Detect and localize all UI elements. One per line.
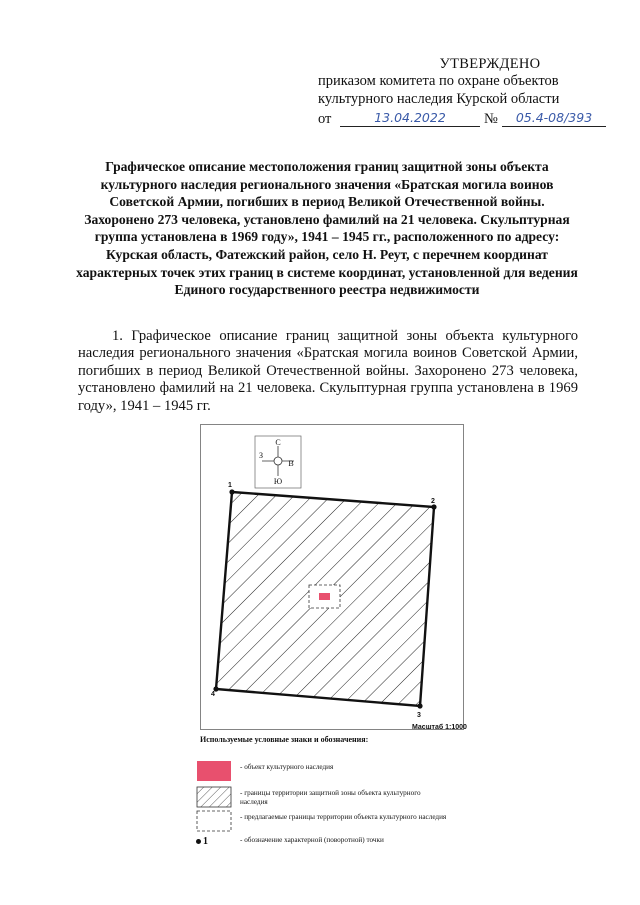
compass-west: З — [258, 451, 264, 460]
approval-number: 05.4-08/393 — [502, 110, 606, 127]
compass-east: В — [288, 459, 294, 468]
legend-item-label: - объект культурного наследия — [240, 763, 334, 771]
hatched-swatch-icon — [196, 786, 232, 808]
compass-south: Ю — [273, 477, 283, 486]
approval-date: 13.04.2022 — [340, 110, 480, 127]
point-4-label: 4 — [211, 691, 215, 698]
point-1-label: 1 — [228, 482, 232, 489]
number-label: № — [484, 111, 498, 127]
legend-item-point-text — [196, 834, 456, 864]
point-2-marker — [431, 504, 436, 509]
document-heading: Графическое описание местоположения границ защитной зоны объекта культурного наследия регионального значения «Братская могила воинов Советской Армии, погибших в период Великой Отечественной войны. Захоронено 273 человека, установлено фамилий на 21 человека. Скульптурная группа установлена в 1969 году», 1941 – 1945 гг., расположенного по адресу: Курская область, Фатежский район, село Н. Реут, с перечнем координат характерных точек этих границ в системе координат, установленной для ведения Единого государственного реестра недвижимости — [76, 159, 578, 298]
legend-point-label: 1 — [203, 836, 208, 847]
red-fill-swatch-icon — [196, 760, 232, 782]
point-3-label: 3 — [417, 712, 421, 719]
approval-number-row — [318, 110, 618, 130]
approval-title: УТВЕРЖДЕНО — [439, 56, 541, 72]
legend-item-label: - границы территории защитной зоны объекта культурного наследия — [240, 789, 421, 806]
approval-line-2: культурного наследия Курской области — [318, 91, 560, 107]
point-3-marker — [417, 703, 422, 708]
compass-north: С — [275, 438, 281, 447]
approval-block — [318, 56, 618, 130]
point-1-marker — [229, 489, 234, 494]
boundary-map — [200, 424, 464, 730]
approval-line-1: приказом комитета по охране объектов — [318, 73, 559, 89]
heritage-object-marker — [319, 593, 330, 600]
legend-title: Используемые условные знаки и обозначения: — [200, 735, 369, 744]
dashed-swatch-icon — [196, 810, 232, 832]
map-scale: Масштаб 1:1000 — [412, 724, 467, 731]
legend-item-label: - предлагаемые границы территории объекта культурного наследия — [240, 813, 447, 821]
legend-point-text: - обозначение характерной (поворотной) точки — [240, 836, 384, 844]
section-1-paragraph: 1. Графическое описание границ защитной зоны объекта культурного наследия регионального значения «Братская могила воинов Советской Армии, погибших в период Великой Отечественной войны. Захоронено 273 человека, установлено фамилий на 21 человека. Скульптурная группа установлена в 1969 году», 1941 – 1945 гг. — [78, 328, 578, 414]
point-2-label: 2 — [431, 498, 435, 505]
north-arrow-icon — [255, 436, 301, 488]
from-label: от — [318, 111, 332, 127]
